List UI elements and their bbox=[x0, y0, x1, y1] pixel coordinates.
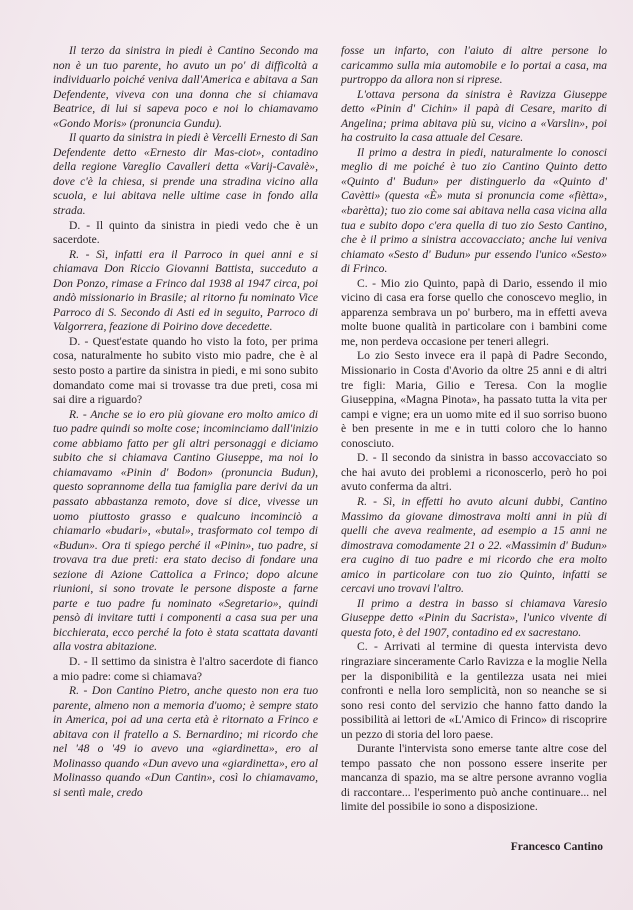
paragraph: R. - Sì, in effetti ho avuto alcuni dubbi, Cantino Massimo da giovane dimostrava molti anni in più di quelli che aveva realmente, ad esempio a 15 anni ne dimostrava comodamente 21 o 22. «Massimin d' Budun» era cugino di tuo padre e mi ricordo che era molto amico in particolare con tuo zio Quinto, infatti se cercavi uno trovavi l'altro. bbox=[341, 494, 607, 596]
paragraph: R. - Don Cantino Pietro, anche questo non era tuo parente, almeno non a memoria d'uomo; è sempre stato in America, poi ad una certa età è ritornato a Frinco e abitava con il fratello a S. Bernardino; mi ricordo che nel '48 o '49 io avevo una «giardinetta», ero al Molinasso quando «Dun avevo una «giardinetta», ero al Molinasso quando «Dun Cantin», così lo chiamavamo, si sentì male, credo bbox=[53, 684, 318, 799]
paragraph: fosse un infarto, con l'aiuto di altre persone lo caricammo sulla mia automobile e lo portai a casa, ma purtroppo da allora non si riprese. bbox=[341, 44, 607, 87]
paragraph: L'ottava persona da sinistra è Ravizza Giuseppe detto «Pinin d' Cichin» il papà di Cesare, marito di Angelina; prima abitava più su, vicino a «Varslin», poi ha costruito la casa attuale del Cesare. bbox=[341, 87, 607, 145]
paragraph: D. - Il settimo da sinistra è l'altro sacerdote di fianco a mio padre: come si chiamava? bbox=[53, 654, 318, 683]
paragraph: R. - Sì, infatti era il Parroco in quei anni e si chiamava Don Riccio Giovanni Battista, succeduto a Don Ponzo, rimase a Frinco dal 1938 al 1947 circa, poi andò missionario in Brasile; al ritorno fu nominato Vice Parroco di S. Secondo di Asti ed in seguito, Parroco di Valgorrera, feazione di Poirino dove decedette. bbox=[53, 247, 318, 334]
right-text-column bbox=[341, 44, 607, 815]
paragraph: D. - Il quinto da sinistra in piedi vedo che è un sacerdote. bbox=[53, 218, 318, 247]
paragraph: Il primo a destra in piedi, naturalmente lo conosci meglio di me poiché è tuo zio Cantino Quinto detto «Quinto d' Budun» per distinguerlo da «Quinto d' Cavètti» (questa «È» muta si pronuncia come «fiètta», «barètta); tuo zio come sai abitava nella casa vicina alla tua e subito dopo c'era quella di tuo zio Sesto Cantino, che è il primo a sinistra accovacciato; anche lui veniva chiamato «Sesto d' Budun» pur essendo l'unico «Sesto» di Frinco. bbox=[341, 145, 607, 276]
paragraph: Lo zio Sesto invece era il papà di Padre Secondo, Missionario in Costa d'Avorio da oltre 25 anni e di altri tre figli: Maria, Gilio e Teresa. Con la moglie Giuseppina, «Magna Pinota», ha passato tutta la vita per campi e vigne; era un uomo mite ed il suo sorriso buono è ben presente in me e in tutti coloro che lo hanno conosciuto. bbox=[341, 349, 607, 450]
author-signature: Francesco Cantino bbox=[510, 841, 603, 853]
paragraph: Durante l'intervista sono emerse tante altre cose del tempo passato che non possono essere inserite per mancanza di spazio, ma se altre persone avranno voglia di raccontare... l'esperimento può anche continuare... nel limite del possibile io sono a disposizione. bbox=[341, 742, 607, 814]
paragraph: C. - Arrivati al termine di questa intervista devo ringraziare sinceramente Carlo Ravizza e la moglie Nella per la disponibilità e la gentilezza usata nei miei confronti e nella loro semplicità, non so neanche se si sono resi conto del servizio che hanno fatto dando la possibilità ai lettori de «L'Amico di Frinco» di riscoprire un pezzo di storia del loro paese. bbox=[341, 640, 607, 741]
paragraph: Il primo a destra in basso si chiamava Varesio Giuseppe detto «Pinin du Sacrista», l'unico vivente di questa foto, è del 1907, contadino ed ex sacrestano. bbox=[341, 596, 607, 639]
paragraph: C. - Mio zio Quinto, papà di Dario, essendo il mio vicino di casa era forse quello che conoscevo meglio, in apparenza sembrava un po' burbero, ma in effetti aveva molte buone qualità in particolare con i bambini come me, non perdeva occasione per teneri allegri. bbox=[341, 276, 607, 348]
paragraph: D. - Quest'estate quando ho visto la foto, per prima cosa, naturalmente ho subito visto mio padre, che è al sesto posto a partire da sinistra in piedi, e mi sono subito domandato come mai si trovasse tra due preti, cosa mi sai dire a riguardo? bbox=[53, 334, 318, 407]
left-text-column bbox=[53, 44, 318, 800]
paragraph: D. - Il secondo da sinistra in basso accovacciato so che hai avuto dei problemi a riconoscerlo, però ho poi avuto conferma da altri. bbox=[341, 451, 607, 494]
paragraph: R. - Anche se io ero più giovane ero molto amico di tuo padre quindi so molte cose; incominciamo dall'inizio come abbiamo fatto per gli altri personaggi e diciamo subito che si chiamava Cantino Giuseppe, ma noi lo chiamavamo «Pinin d' Bodon» (pronuncia Budun), questo soprannome della tua famiglia pare derivi da un passato abbastanza remoto, dove si dice, vivesse un uomo piuttosto grasso e qualcuno incominciò a chiamarlo «budari», «butal», trasformato col tempo di «Budun». Ora ti spiego perché il «Pinin», tuo padre, si trovava tra due preti: era stato deciso di fondare una sezione di Azione Cattolica a Frinco; dopo alcune riunioni, si sono trovate le persone disposte a farne parte e tuo padre fu nominato «Segretario», quindi pensò di invitare tutti i componenti a casa sua per una bicchierata, ecco perché la foto è stata scattata davanti alla vostra abitazione. bbox=[53, 407, 318, 654]
paragraph: Il quarto da sinistra in piedi è Vercelli Ernesto di San Defendente detto «Ernesto dir Mas-ciot», contadino della regione Vareglio Cavalleri detta «Varij-Cavalè», dove c'è la chiesa, si prende una stradina vicino alla scuola, e lui abitava nelle ultime case in fondo alla strada. bbox=[53, 131, 318, 218]
paragraph: Il terzo da sinistra in piedi è Cantino Secondo ma non è un tuo parente, ho avuto un po' di difficoltà a individuarlo poiché veniva dall'America e abitava a San Defendente, viveva con una donna che si chiamava Beatrice, di lui si sapeva poco e noi lo chiamavamo «Gondo Moris» (pronuncia Gundu). bbox=[53, 44, 318, 130]
